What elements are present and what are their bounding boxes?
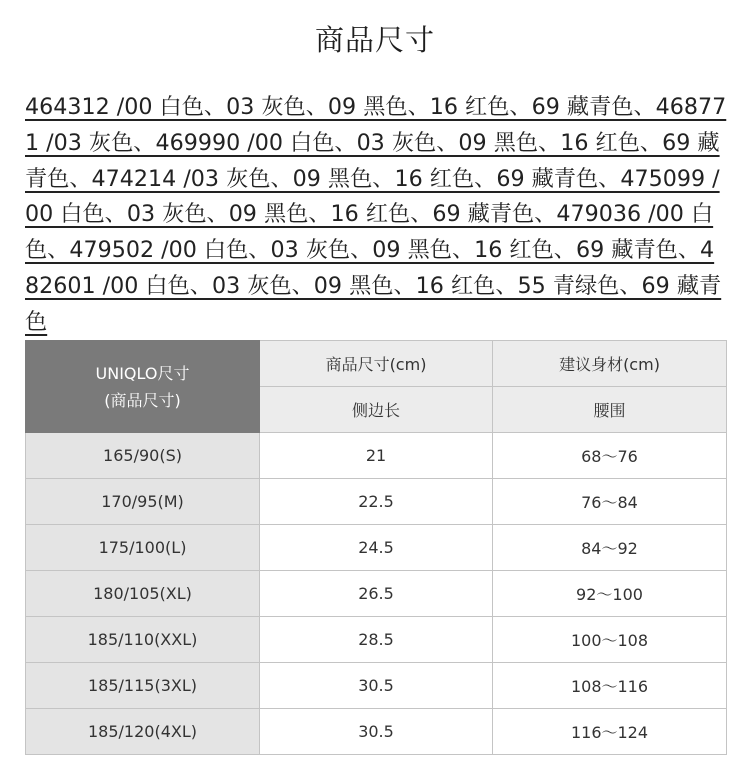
- size-cell: 170/95(M): [26, 479, 260, 525]
- waist-header: 腰围: [493, 387, 727, 433]
- side-length-cell: 28.5: [260, 617, 493, 663]
- table-row: [26, 663, 727, 709]
- table-row: [26, 433, 727, 479]
- waist-cell: 100～108: [493, 617, 727, 663]
- size-cell: 185/115(3XL): [26, 663, 260, 709]
- side-length-cell: 30.5: [260, 663, 493, 709]
- size-header-sublabel: (商品尺寸): [104, 390, 181, 410]
- size-cell: 185/110(XXL): [26, 617, 260, 663]
- size-table: [25, 340, 727, 755]
- product-code-list[interactable]: 464312 /00 白色、03 灰色、09 黑色、16 红色、69 藏青色、468771 /03 灰色、469990 /00 白色、03 灰色、09 黑色、16 红色、69 藏青色、474214 /03 灰色、09 黑色、16 红色、69 藏青色、475099 /00 白色、03 灰色、09 黑色、16 红色、69 藏青色、479036 /00 白色、479502 /00 白色、03 灰色、09 黑色、16 红色、69 藏青色、482601 /00 白色、03 灰色、09 黑色、16 红色、55 青绿色、69 藏青色: [25, 94, 727, 335]
- size-cell: 165/90(S): [26, 433, 260, 479]
- size-header-label: UNIQLO尺寸: [95, 363, 190, 383]
- waist-cell: 76～84: [493, 479, 727, 525]
- size-cell: 180/105(XL): [26, 571, 260, 617]
- table-row: [26, 571, 727, 617]
- side-length-cell: 26.5: [260, 571, 493, 617]
- size-cell: 185/120(4XL): [26, 709, 260, 755]
- side-length-cell: 22.5: [260, 479, 493, 525]
- size-header-cell: [26, 341, 260, 433]
- table-row: [26, 479, 727, 525]
- side-length-cell: 24.5: [260, 525, 493, 571]
- page-title: 商品尺寸: [314, 23, 435, 57]
- waist-cell: 68～76: [493, 433, 727, 479]
- body-size-header: 建议身材(cm): [493, 341, 727, 387]
- side-length-cell: 30.5: [260, 709, 493, 755]
- table-row: [26, 525, 727, 571]
- waist-cell: 108～116: [493, 663, 727, 709]
- waist-cell: 84～92: [493, 525, 727, 571]
- waist-cell: 92～100: [493, 571, 727, 617]
- size-cell: 175/100(L): [26, 525, 260, 571]
- table-row: [26, 617, 727, 663]
- table-header-row: [26, 341, 727, 387]
- side-length-cell: 21: [260, 433, 493, 479]
- waist-cell: 116～124: [493, 709, 727, 755]
- side-length-header: 侧边长: [260, 387, 493, 433]
- table-row: [26, 709, 727, 755]
- product-size-header: 商品尺寸(cm): [260, 341, 493, 387]
